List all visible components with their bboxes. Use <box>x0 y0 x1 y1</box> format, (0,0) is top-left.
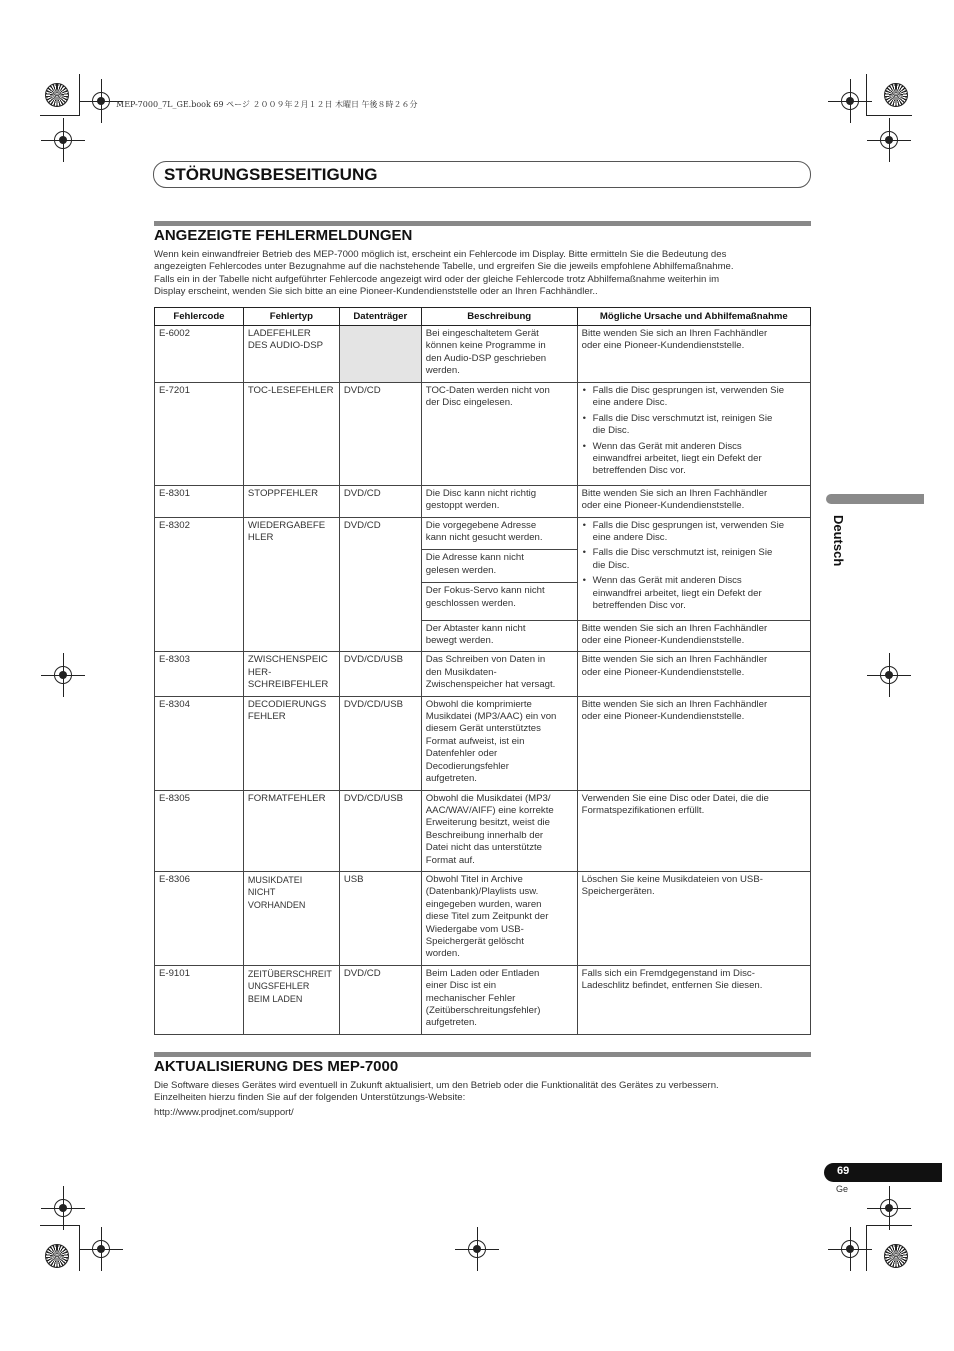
registration-mark-icon <box>880 666 898 684</box>
error-code: E-8301 <box>155 485 244 517</box>
error-table <box>154 307 811 1035</box>
print-info-line: MEP-7000_7L_GE.book 69 ページ ２００９年２月１２日 木曜日 午後８時２６分 <box>116 100 418 109</box>
remedy <box>577 517 810 620</box>
table-row <box>155 696 811 790</box>
list-item: • Falls die Disc gesprungen ist, verwenden Sie eine andere Disc. <box>582 520 806 545</box>
support-url-link[interactable]: http://www.prodjnet.com/support/ <box>154 1107 294 1118</box>
error-code: E-9101 <box>155 965 244 1034</box>
table-row <box>155 485 811 517</box>
error-type: DECODIERUNGS FEHLER <box>243 696 339 790</box>
list-item: • Wenn das Gerät mit anderen Discs einwandfrei arbeitet, liegt ein Defekt der betreffenden Disc vor. <box>582 441 806 478</box>
page-number-badge <box>824 1163 942 1182</box>
remedy: Bitte wenden Sie sich an Ihren Fachhändler oder eine Pioneer-Kundendienststelle. <box>577 620 810 652</box>
remedy: Bitte wenden Sie sich an Ihren Fachhändler oder eine Pioneer-Kundendienststelle. <box>577 652 810 696</box>
column-header: Datenträger <box>339 308 421 326</box>
list-item: • Falls die Disc gesprungen ist, verwenden Sie eine andere Disc. <box>582 385 806 410</box>
error-type: WIEDERGABEFE HLER <box>243 517 339 652</box>
remedy: Bitte wenden Sie sich an Ihren Fachhändler oder eine Pioneer-Kundendienststelle. <box>577 485 810 517</box>
section-title-errors: ANGEZEIGTE FEHLERMELDUNGEN <box>154 227 413 244</box>
registration-mark-icon <box>841 92 859 110</box>
remedy: Verwenden Sie eine Disc oder Datei, die die Formatspezifikationen erfüllt. <box>577 790 810 871</box>
medium: DVD/CD <box>339 965 421 1034</box>
language-tab <box>826 515 854 575</box>
medium: DVD/CD <box>339 485 421 517</box>
color-bar-icon <box>45 1244 69 1268</box>
chapter-title: STÖRUNGSBESEITIGUNG <box>164 165 378 184</box>
registration-mark-icon <box>92 92 110 110</box>
error-code: E-8303 <box>155 652 244 696</box>
list-item: • Wenn das Gerät mit anderen Discs einwandfrei arbeitet, liegt ein Defekt der betreffenden Disc vor. <box>582 575 806 612</box>
registration-mark-icon <box>54 1199 72 1217</box>
table-row <box>155 652 811 696</box>
description: Beim Laden oder Entladen einer Disc ist ein mechanischer Fehler (Zeitüberschreitungsfehler) aufgetreten. <box>421 965 577 1034</box>
description: Die Adresse kann nicht gelesen werden. <box>421 550 577 583</box>
chapter-header <box>153 161 811 188</box>
error-code: E-8302 <box>155 517 244 652</box>
column-header: Mögliche Ursache und Abhilfemaßnahme <box>577 308 810 326</box>
registration-mark-icon <box>92 1240 110 1258</box>
registration-mark-icon <box>468 1240 486 1258</box>
description: Bei eingeschaltetem Gerät können keine Programme in den Audio-DSP geschrieben werden. <box>421 326 577 383</box>
error-type: FORMATFEHLER <box>243 790 339 871</box>
section-divider <box>154 221 811 226</box>
registration-mark-icon <box>880 131 898 149</box>
error-code: E-8306 <box>155 871 244 965</box>
medium: DVD/CD/USB <box>339 790 421 871</box>
column-header: Beschreibung <box>421 308 577 326</box>
error-type: ZEITÜBERSCHREIT UNGSFEHLER BEIM LADEN <box>243 965 339 1034</box>
description: Obwohl Titel in Archive (Datenbank)/Playlists usw. eingegeben wurden, waren diese Titel zum Zeitpunkt der Wiedergabe vom USB- Speichergerät gelöscht worden. <box>421 871 577 965</box>
description: Das Schreiben von Daten in den Musikdaten- Zwischenspeicher hat versagt. <box>421 652 577 696</box>
language-code: Ge <box>836 1184 849 1194</box>
language-tab-bar <box>826 494 924 504</box>
error-code: E-7201 <box>155 383 244 486</box>
medium: USB <box>339 871 421 965</box>
description: Die Disc kann nicht richtig gestoppt werden. <box>421 485 577 517</box>
language-tab-label: Deutsch <box>831 515 846 567</box>
remedy <box>577 383 810 486</box>
error-type: TOC-LESEFEHLER <box>243 383 339 486</box>
medium: DVD/CD/USB <box>339 652 421 696</box>
error-type: LADEFEHLER DES AUDIO-DSP <box>243 326 339 383</box>
table-row <box>155 517 811 550</box>
section-divider <box>154 1052 811 1057</box>
column-header: Fehlertyp <box>243 308 339 326</box>
description: Die vorgegebene Adresse kann nicht gesucht werden. <box>421 517 577 550</box>
medium <box>339 326 421 383</box>
page-number: 69 <box>837 1165 850 1177</box>
table-row <box>155 790 811 871</box>
registration-mark-icon <box>880 1199 898 1217</box>
table-row <box>155 965 811 1034</box>
remedy: Bitte wenden Sie sich an Ihren Fachhändler oder eine Pioneer-Kundendienststelle. <box>577 326 810 383</box>
column-header: Fehlercode <box>155 308 244 326</box>
update-text: Die Software dieses Gerätes wird eventuell in Zukunft aktualisiert, um den Betrieb oder die Funktionalität des Gerätes zu verbessern. Einzelheiten hierzu finden Sie auf der folgenden Unterstützungs-Website: <box>154 1080 719 1104</box>
error-type: STOPPFEHLER <box>243 485 339 517</box>
remedy: Bitte wenden Sie sich an Ihren Fachhändler oder eine Pioneer-Kundendienststelle. <box>577 696 810 790</box>
description: Obwohl die komprimierte Musikdatei (MP3/AAC) ein von diesem Gerät unterstütztes Format aufweist, ist ein Datenfehler oder Decodierungsfehler aufgetreten. <box>421 696 577 790</box>
description: TOC-Daten werden nicht von der Disc eingelesen. <box>421 383 577 486</box>
error-code: E-8305 <box>155 790 244 871</box>
error-type: MUSIKDATEI NICHT VORHANDEN <box>243 871 339 965</box>
color-bar-icon <box>45 83 69 107</box>
remedy: Löschen Sie keine Musikdateien von USB- Speichergeräten. <box>577 871 810 965</box>
medium: DVD/CD/USB <box>339 696 421 790</box>
table-row <box>155 871 811 965</box>
registration-mark-icon <box>54 131 72 149</box>
description: Obwohl die Musikdatei (MP3/ AAC/WAV/AIFF) eine korrekte Erweiterung besitzt, weist die Beschreibung innerhalb der Datei nicht das unterstützte Format auf. <box>421 790 577 871</box>
table-row <box>155 326 811 383</box>
medium: DVD/CD <box>339 517 421 652</box>
error-code: E-6002 <box>155 326 244 383</box>
registration-mark-icon <box>54 666 72 684</box>
table-row <box>155 383 811 486</box>
list-item: • Falls die Disc verschmutzt ist, reinigen Sie die Disc. <box>582 413 806 438</box>
color-bar-icon <box>884 1244 908 1268</box>
table-header-row <box>155 308 811 326</box>
description: Der Fokus-Servo kann nicht geschlossen werden. <box>421 583 577 620</box>
registration-mark-icon <box>841 1240 859 1258</box>
list-item: • Falls die Disc verschmutzt ist, reinigen Sie die Disc. <box>582 547 806 572</box>
error-code: E-8304 <box>155 696 244 790</box>
color-bar-icon <box>884 83 908 107</box>
section-title-update: AKTUALISIERUNG DES MEP-7000 <box>154 1058 399 1075</box>
section-intro: Wenn kein einwandfreier Betrieb des MEP-7000 möglich ist, erscheint ein Fehlercode im Display. Bitte ermitteln Sie die Bedeutung des angezeigten Fehlercodes unter Bezugnahme auf die nachstehende Tabelle, und ergreifen Sie die jeweils empfohlene Abhilfemaßnahme. Falls ein in der Tabelle nicht aufgeführter Fehlercode angezeigt wird oder der gleiche Fehlercode trotz Abhilfemaßnahme weiterhin im Display erscheint, wenden Sie sich bitte an eine Pioneer-Kundendienststelle oder an Ihren Fachhändler.. <box>154 249 734 298</box>
medium: DVD/CD <box>339 383 421 486</box>
description: Der Abtaster kann nicht bewegt werden. <box>421 620 577 652</box>
error-type: ZWISCHENSPEIC HER- SCHREIBFEHLER <box>243 652 339 696</box>
remedy: Falls sich ein Fremdgegenstand im Disc- Ladeschlitz befindet, entfernen Sie diesen. <box>577 965 810 1034</box>
